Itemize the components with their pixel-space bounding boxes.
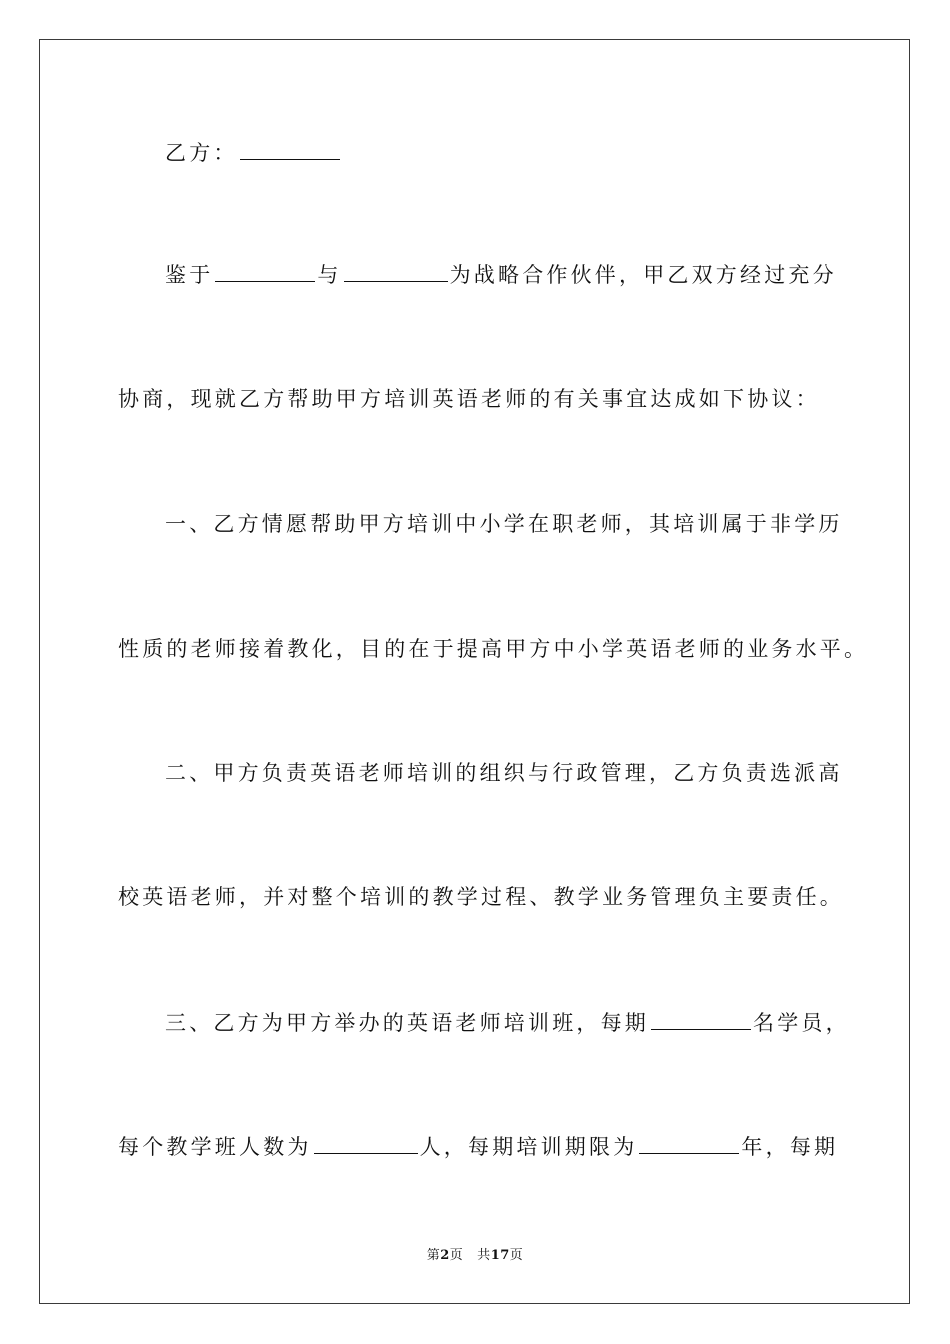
- footer-total-suffix: 页: [509, 1248, 524, 1263]
- footer-page-prefix: 第: [426, 1248, 441, 1263]
- page-frame: [39, 39, 910, 1304]
- clause-1-text-2: 性质的老师接着教化，目的在于提高甲方中小学英语老师的业务水平。: [118, 637, 869, 661]
- clause-3-line-1: [165, 1007, 850, 1038]
- clause-3-blank-duration: [639, 1131, 739, 1154]
- clause-3-text-d: 人，每期培训期限为: [419, 1135, 638, 1159]
- clause-1-text-1: 一、乙方情愿帮助甲方培训中小学在职老师，其培训属于非学历: [165, 512, 843, 536]
- page-footer: [0, 1247, 950, 1265]
- preamble-text-c: 为战略合作伙伴，甲乙双方经过充分: [449, 263, 837, 287]
- party-b-label: 乙方：: [165, 141, 238, 165]
- clause-2-line-2: [118, 882, 844, 912]
- preamble-line-2: [118, 384, 820, 414]
- clause-3-blank-students: [651, 1007, 751, 1030]
- clause-2-text-2: 校英语老师，并对整个培训的教学过程、教学业务管理负主要责任。: [118, 885, 844, 909]
- preamble-blank-2: [344, 259, 448, 282]
- preamble-blank-1: [215, 259, 315, 282]
- preamble-text-a: 鉴于: [165, 263, 214, 287]
- footer-page-number: 2: [440, 1248, 450, 1263]
- preamble-text-line2: 协商，现就乙方帮助甲方培训英语老师的有关事宜达成如下协议：: [118, 387, 820, 411]
- clause-3-blank-class-size: [314, 1131, 418, 1154]
- clause-3-text-a: 三、乙方为甲方举办的英语老师培训班，每期: [165, 1011, 649, 1035]
- party-b-line: [165, 137, 342, 168]
- clause-1-line-2: [118, 634, 868, 664]
- preamble-line-1: [165, 259, 837, 290]
- clause-1-line-1: [165, 509, 843, 539]
- clause-3-text-b: 名学员，: [753, 1011, 850, 1035]
- clause-3-text-e: 年，每期: [741, 1135, 839, 1159]
- footer-total-prefix: 共: [477, 1248, 491, 1263]
- footer-total-pages: 17: [490, 1248, 510, 1263]
- footer-page-suffix: 页: [449, 1248, 464, 1263]
- preamble-text-b: 与: [317, 263, 342, 287]
- clause-2-text-1: 二、甲方负责英语老师培训的组织与行政管理，乙方负责选派高: [165, 761, 843, 785]
- party-b-blank: [240, 137, 340, 160]
- clause-3-line-2: [118, 1131, 838, 1162]
- clause-2-line-1: [165, 758, 843, 788]
- clause-3-text-c: 每个教学班人数为: [118, 1135, 312, 1159]
